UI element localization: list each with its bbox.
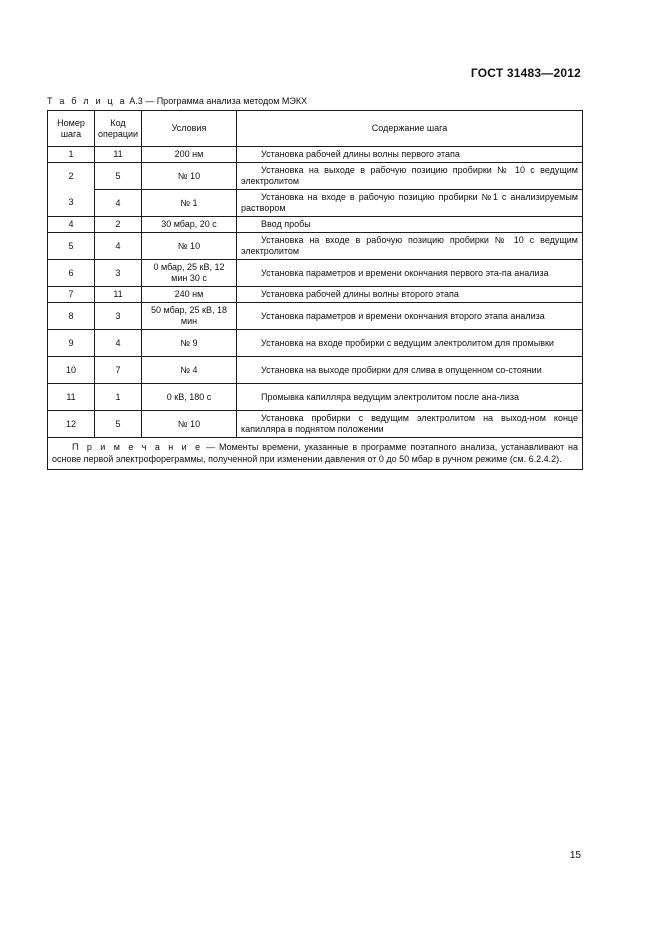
step-number-cell: 12 <box>48 411 95 438</box>
step-number-cell: 4 <box>48 217 95 233</box>
operation-code-cell: 11 <box>95 147 142 163</box>
conditions-cell: № 1 <box>142 190 237 217</box>
page-number: 15 <box>569 850 581 861</box>
step-content-cell: Промывка капилляра ведущим электролитом после ана-лиза <box>237 384 583 411</box>
step-content-cell: Установка параметров и времени окончания второго этапа анализа <box>237 303 583 330</box>
step-content-cell: Установка на входе пробирки с ведущим электролитом для промывки <box>237 330 583 357</box>
step-content-cell: Ввод пробы <box>237 217 583 233</box>
table-row <box>48 217 583 233</box>
table-note-text: — Моменты времени, указанные в программе поэтапного анализа, устанавливают на основе первой электрофореграммы, полученной при изменении давления от 0 до 50 мбар в ручном режиме (см. 6.2.4.2). <box>52 442 578 464</box>
conditions-cell: 0 мбар, 25 кВ, 12 мин 30 с <box>142 260 237 287</box>
table-row <box>48 303 583 330</box>
column-header-step-content: Содержание шага <box>237 111 583 147</box>
step-number-cell: 8 <box>48 303 95 330</box>
table-row <box>48 287 583 303</box>
step-content-cell: Установка параметров и времени окончания первого эта-па анализа <box>237 260 583 287</box>
conditions-cell: № 9 <box>142 330 237 357</box>
table-row <box>48 330 583 357</box>
step-content-cell: Установка на входе в рабочую позицию пробирки № 10 с ведущим электролитом <box>237 233 583 260</box>
conditions-cell: 200 нм <box>142 147 237 163</box>
conditions-cell: 50 мбар, 25 кВ, 18 мин <box>142 303 237 330</box>
analysis-program-table <box>47 110 583 470</box>
conditions-cell: 0 кВ, 180 с <box>142 384 237 411</box>
operation-code-cell: 4 <box>95 330 142 357</box>
operation-code-cell: 4 <box>95 190 142 217</box>
step-number-cell: 11 <box>48 384 95 411</box>
table-note <box>48 438 583 470</box>
operation-code-cell: 3 <box>95 303 142 330</box>
step-number-cell: 9 <box>48 330 95 357</box>
operation-code-cell: 3 <box>95 260 142 287</box>
operation-code-cell: 11 <box>95 287 142 303</box>
step-number-cell: 10 <box>48 357 95 384</box>
operation-code-cell: 4 <box>95 233 142 260</box>
table-caption-label: Т а б л и ц а <box>47 96 127 106</box>
step-content-cell: Установка пробирки с ведущим электролитом на выход-ном конце капилляра в поднятом положении <box>237 411 583 438</box>
table-row <box>48 190 583 217</box>
conditions-cell: № 10 <box>142 411 237 438</box>
table-row <box>48 384 583 411</box>
table-note-row <box>48 438 583 470</box>
step-content-cell: Установка на выходе пробирки для слива в опущенном со-стоянии <box>237 357 583 384</box>
column-header-conditions: Условия <box>142 111 237 147</box>
step-number-cell: 6 <box>48 260 95 287</box>
conditions-cell: № 10 <box>142 163 237 190</box>
operation-code-cell: 1 <box>95 384 142 411</box>
table-header-row <box>48 111 583 147</box>
step-number-cell: 5 <box>48 233 95 260</box>
table-row <box>48 163 583 190</box>
document-header: ГОСТ 31483—2012 <box>470 66 581 80</box>
table-row <box>48 260 583 287</box>
table-note-label: П р и м е ч а н и е <box>72 442 203 452</box>
table-caption-text: А.3 — Программа анализа методом МЭКХ <box>126 96 308 106</box>
table-row <box>48 233 583 260</box>
step-number-cell: 3 <box>48 190 95 217</box>
table-row <box>48 357 583 384</box>
operation-code-cell: 2 <box>95 217 142 233</box>
step-content-cell: Установка рабочей длины волны первого этапа <box>237 147 583 163</box>
column-header-step-number: Номер шага <box>48 111 95 147</box>
conditions-cell: 240 нм <box>142 287 237 303</box>
conditions-cell: № 10 <box>142 233 237 260</box>
step-number-cell: 2 <box>48 163 95 190</box>
step-content-cell: Установка рабочей длины волны второго этапа <box>237 287 583 303</box>
operation-code-cell: 5 <box>95 163 142 190</box>
table-row <box>48 411 583 438</box>
operation-code-cell: 5 <box>95 411 142 438</box>
operation-code-cell: 7 <box>95 357 142 384</box>
step-number-cell: 7 <box>48 287 95 303</box>
step-content-cell: Установка на входе в рабочую позицию пробирки №1 с анализируемым раствором <box>237 190 583 217</box>
conditions-cell: 30 мбар, 20 с <box>142 217 237 233</box>
column-header-operation-code: Код операции <box>95 111 142 147</box>
table-caption <box>47 96 307 106</box>
table-row <box>48 147 583 163</box>
step-number-cell: 1 <box>48 147 95 163</box>
step-content-cell: Установка на выходе в рабочую позицию пробирки № 10 с ведущим электролитом <box>237 163 583 190</box>
conditions-cell: № 4 <box>142 357 237 384</box>
